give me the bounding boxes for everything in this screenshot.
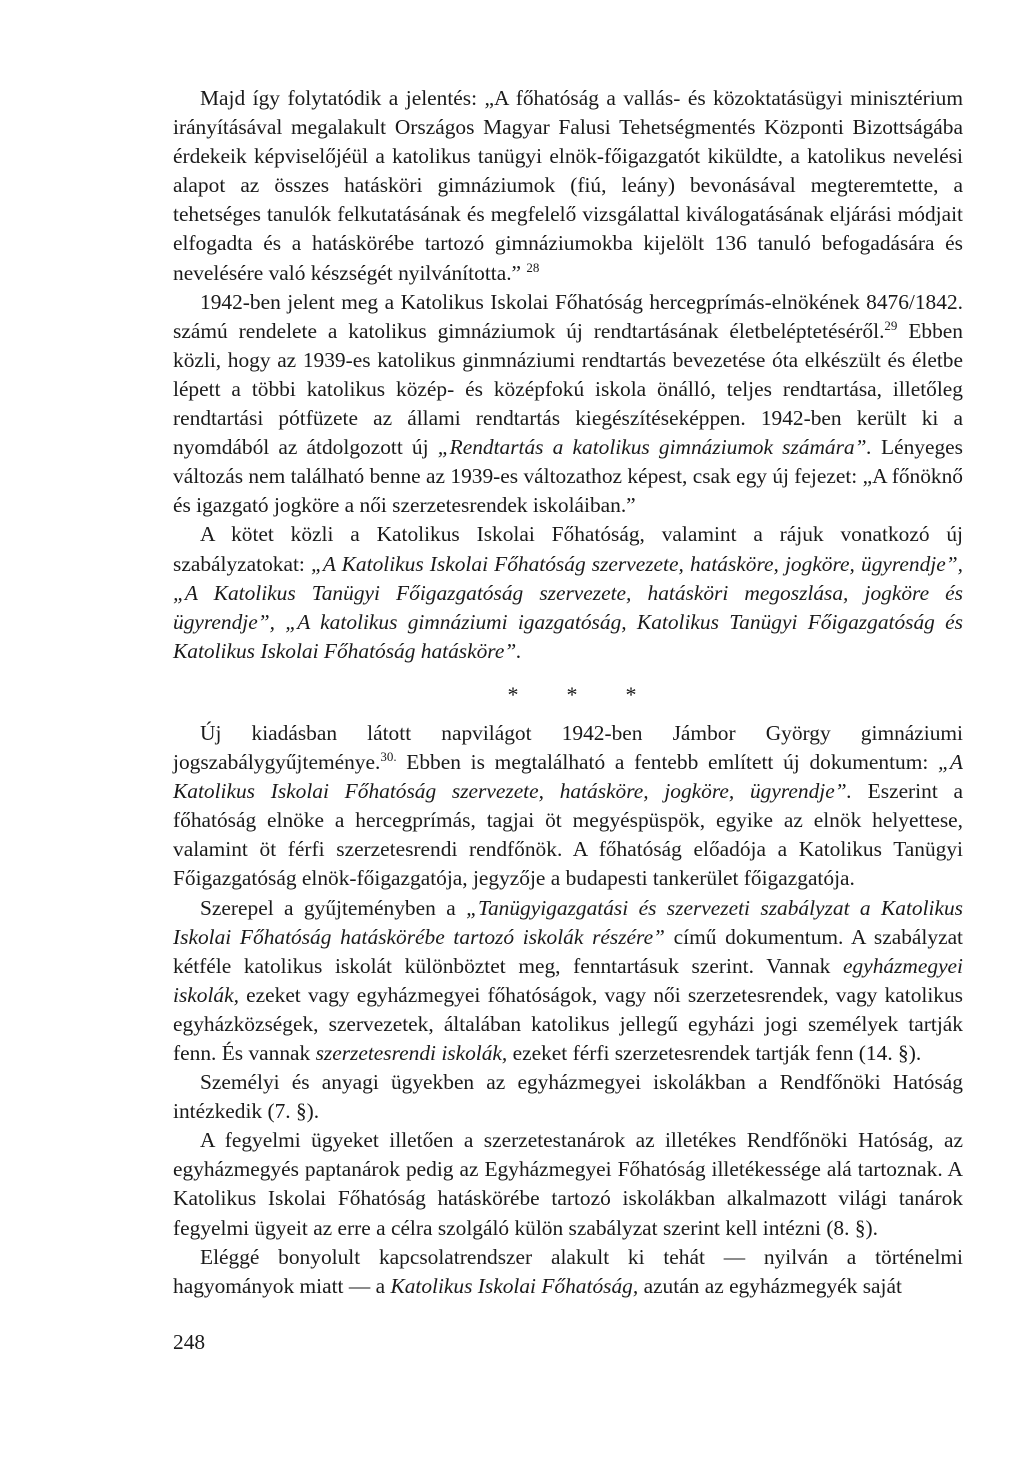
- text: Új kiadásban látott napvilágot 1942-ben Jámbor György gimnáziumi jogszabálygyűjteménye.: [173, 720, 963, 775]
- paragraph-kapcsolatrendszer: [173, 1243, 963, 1301]
- text: Eléggé bonyolult kapcsolatrendszer alakult ki tehát — nyilván a történelmi hagyományok miatt — a: [173, 1244, 963, 1298]
- asterisk: *: [507, 681, 519, 707]
- footnote-ref-29: 29: [884, 317, 898, 333]
- italic-titles: „A Katolikus Iskolai Főhatóság szervezete, hatásköre, jogköre, ügyrendje”, „A Katolikus Tanügyi Főigazgatóság szervezete, hatásköri megoszlása, jogköre és ügyrendje”, „A katolikus gimnáziumi igazgatóság, Katolikus Tanügyi Főigazgatóság és Katolikus Iskolai Főhatóság hatásköre”.: [173, 551, 963, 663]
- italic-term: egyházmegyei iskolák,: [173, 953, 963, 1007]
- asterisk: *: [566, 681, 578, 707]
- text: Majd így folytatódik a jelentés: „A főhatóság a vallás- és közoktatásügyi minisztérium irányításával megalakult Országos Magyar Falusi Tehetségmentés Központi Bizottságába érdekeik képviselőjéül a katolikus tanügyi elnök-főigazgatót kiküldte, a katolikus nevelési alapot az összes hatásköri gimnáziumok (fiú, leány) bevonásával megteremtette, a tehetséges tanulók felkutatásának és megfelelő vizsgálattal kiválogatásának eljárási módjait elfogadta és a hatáskörébe tartozó gimnáziumokba kijelölt 136 tanuló befogadására és nevelésére való készségét nyilvánította.”: [173, 86, 963, 285]
- footnote-ref-28: 28: [526, 259, 540, 275]
- paragraph-fegyelmi: A fegyelmi ügyeket illetően a szerzetestanárok az illetékes Rendfőnöki Hatóság, az egyházmegyés paptanárok pedig az Egyházmegyei Főhatóság illetékessége alá tartoznak. A Katolikus Iskolai Főhatóság hatáskörébe tartozó iskolákban alkalmazott világi tanárok fegyelmi ügyeit az erre a célra szolgáló külön szabályzat szerint kell intézni (8. §).: [173, 1128, 963, 1240]
- text: Lényeges változás nem található benne az 1939-es változathoz képest, csak egy új fejezet: „A főnöknő és igazgató jogköre a női szerzetesrendek iskoláiban.”: [173, 435, 963, 518]
- asterisk: *: [625, 681, 637, 707]
- paragraph-jambor: [173, 719, 963, 894]
- paragraph-szabalyzat: [173, 894, 963, 1069]
- text: A kötet közli a Katolikus Iskolai Főhatóság, valamint a rájuk vonatkozó új szabályzatokat:: [173, 522, 963, 576]
- section-separator: [173, 680, 963, 709]
- paragraph-kotet: [173, 520, 963, 665]
- paragraph-1942-rendelet: [173, 288, 963, 521]
- text: című dokumentum. A szabályzat kétféle katolikus iskolát különböztet meg, fenntartásuk szerint. Vannak: [173, 924, 964, 978]
- page-body: [173, 84, 963, 1301]
- text: ezeket vagy egyházmegyei főhatóságok, vagy női szerzetesrendek, vagy katolikus egyházközségek, szervezetek, általában katolikus jellegű egyházi jogi személyek tartják fenn. És vannak: [173, 982, 963, 1065]
- text: Eszerint a főhatóság elnöke a hercegprímás, tagjai öt megyéspüspök, egyike az elnök helyettese, valamint öt férfi szerzetesrendi rendfőnök. A főhatóság előadója a Katolikus Tanügyi Főigazgatóság elnök-főigazgatója, jegyzője a budapesti tankerület főigazgatója.: [173, 779, 963, 891]
- text: ezeket férfi szerzetesrendek tartják fenn (14. §).: [507, 1041, 922, 1065]
- text: Ebben is megtalálható a fentebb említett új dokumentum:: [396, 750, 939, 775]
- italic-title: „Rendtartás a katolikus gimnáziumok számára”.: [437, 435, 872, 460]
- italic-title: „A Katolikus Iskolai Főhatóság szervezete, hatásköre, jogköre, ügyrendje”.: [173, 750, 963, 804]
- text: azután az egyházmegyék saját: [638, 1273, 902, 1298]
- italic-title: „Tanügyigazgatási és szervezeti szabályzat a Katolikus Iskolai Főhatóság hatáskörébe tartozó iskolák részére”: [173, 895, 964, 949]
- text: Ebben közli, hogy az 1939-es katolikus ginmnáziumi rendtartás bevezetése óta elkészült és életbe lépett a többi katolikus közép- és középfokú iskola önálló, teljes rendtartása, illetőleg rendtartási pótfüzete az állami rendtartás kiegészítéseképpen. 1942-ben került ki a nyomdából az átdolgozott új: [173, 318, 963, 460]
- text: 1942-ben jelent meg a Katolikus Iskolai Főhatóság hercegprímás-elnökének 8476/1842. számú rendelete a katolikus gimnáziumok új rendtartásának életbeléptetéséről.: [173, 289, 963, 343]
- text: Szerepel a gyűjteményben a: [200, 895, 467, 920]
- footnote-ref-30: 30.: [380, 749, 397, 765]
- italic-term: szerzetesrendi iskolák,: [315, 1041, 508, 1065]
- paragraph-report-quote: [173, 84, 963, 288]
- paragraph-szemelyi: Személyi és anyagi ügyekben az egyházmegyei iskolákban a Rendfőnöki Hatóság intézkedik (7. §).: [173, 1070, 963, 1124]
- italic-term: Katolikus Iskolai Főhatóság,: [390, 1273, 639, 1298]
- page-number: 248: [173, 1330, 206, 1354]
